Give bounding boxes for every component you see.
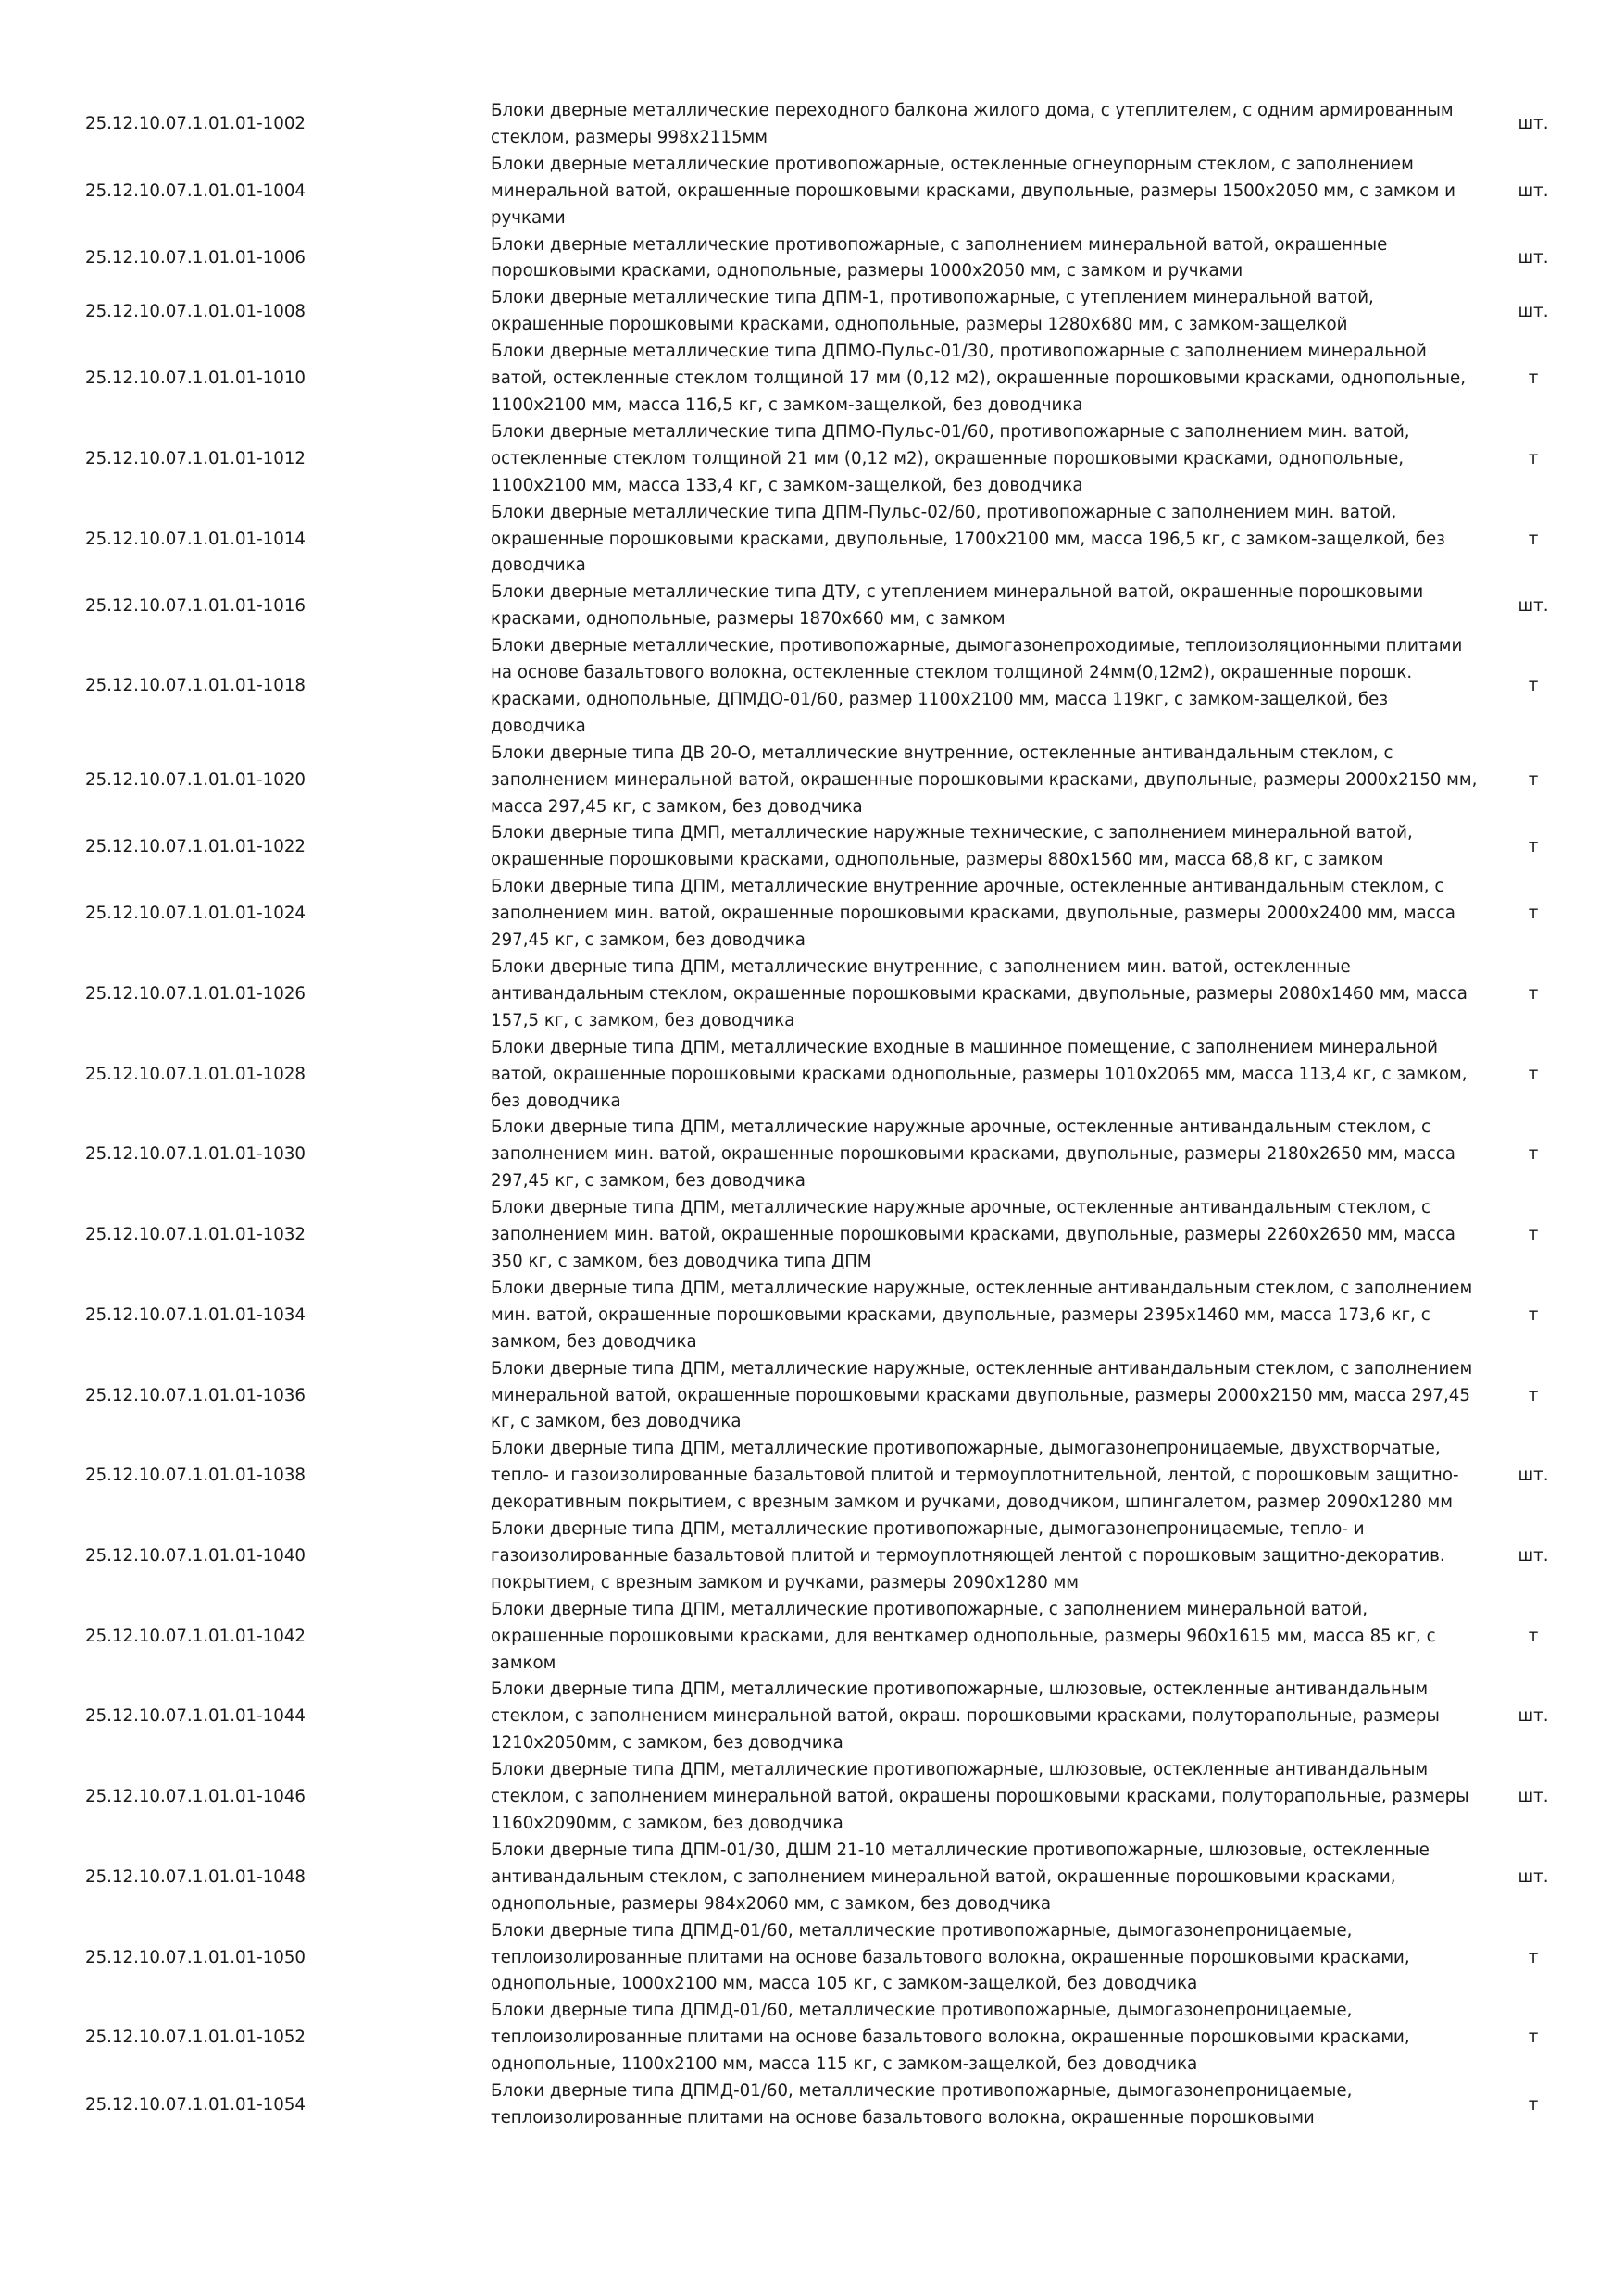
table-row [85,419,1583,500]
item-code: 25.12.10.07.1.01.01-1018 [85,676,306,696]
table-row [85,874,1583,955]
item-description: Блоки дверные типа ДПМ, металлические внутренние, с заполнением мин. ватой, остекленные антивандальным стеклом, окрашенные порошковыми красками, двупольные, размеры 2080х1460 мм, масса 157,5 кг, с замком, без доводчика [491,957,1468,1030]
item-code: 25.12.10.07.1.01.01-1046 [85,1787,306,1807]
item-unit: т [1528,1144,1539,1165]
table-row [85,98,1583,152]
item-unit: шт. [1518,301,1549,321]
item-description: Блоки дверные типа ДПМ-01/30, ДШМ 21-10 металлические противопожарные, шлюзовые, остекленные антивандальным стеклом, с заполнением минеральной ватой, окрашенные порошковыми красками, однопольные, размеры 984х2060 мм, с замком, без доводчика [491,1840,1430,1914]
table-row [85,633,1583,741]
table-row [85,339,1583,419]
table-row [85,2078,1583,2132]
item-description: Блоки дверные типа ДПМ, металлические противопожарные, дымогазонепроницаемые, двухстворчатые, тепло- и газоизолированные базальтовой плитой и термоуплотнительной, лентой, с порошковым защитно-декоративным покрытием, с врезным замком и ручками, доводчиком, шпингалетом, размер 2090х1280 мм [491,1439,1459,1513]
table-row [85,741,1583,821]
table-row [85,1276,1583,1356]
item-description: Блоки дверные типа ДПМ, металлические входные в машинное помещение, с заполнением минеральной ватой, окрашенные порошковыми красками однопольные, размеры 1010х2065 мм, масса 113,4 кг, с замком, без доводчика [491,1037,1468,1111]
item-code: 25.12.10.07.1.01.01-1040 [85,1545,306,1566]
item-code: 25.12.10.07.1.01.01-1044 [85,1706,306,1727]
item-unit: т [1528,529,1539,549]
item-unit: шт. [1518,1787,1549,1807]
item-code: 25.12.10.07.1.01.01-1036 [85,1385,306,1405]
item-code: 25.12.10.07.1.01.01-1032 [85,1225,306,1245]
item-unit: шт. [1518,1866,1549,1887]
item-unit: шт. [1518,181,1549,201]
item-code: 25.12.10.07.1.01.01-1050 [85,1947,306,1967]
item-unit: шт. [1518,247,1549,268]
item-description: Блоки дверные типа ДПМ, металлические противопожарные, дымогазонепроницаемые, тепло- и газоизолированные базальтовой плитой и термоуплотняющей лентой с порошковым защитно-декоратив. покрытием, с врезным замком и ручками, размеры 2090х1280 мм [491,1519,1445,1592]
item-unit: т [1528,1626,1539,1646]
table-row [85,1597,1583,1678]
item-description: Блоки дверные типа ДПМ, металлические противопожарные, с заполнением минеральной ватой, окрашенные порошковыми красками, для венткамер однопольные, размеры 960х1615 мм, масса 85 кг, с замком [491,1599,1436,1673]
table-row [85,1998,1583,2078]
item-description: Блоки дверные металлические переходного балкона жилого дома, с утеплителем, с одним армированным стеклом, размеры 998х2115мм [491,101,1454,147]
table-row [85,1356,1583,1437]
table-row [85,1195,1583,1276]
item-code: 25.12.10.07.1.01.01-1006 [85,247,306,268]
item-code: 25.12.10.07.1.01.01-1008 [85,301,306,321]
item-unit: т [1528,1947,1539,1967]
table-row [85,500,1583,580]
item-description: Блоки дверные типа ДПМ, металлические внутренние арочные, остекленные антивандальным стеклом, с заполнением мин. ватой, окрашенные порошковыми красками, двупольные, размеры 2000х2400 мм, масса 297,45 кг, с замком, без доводчика [491,877,1455,951]
item-description: Блоки дверные типа ДПМД-01/60, металлические противопожарные, дымогазонепроницаемые, теплоизолированные плитами на основе базальтового волокна, окрашенные порошковыми красками, однопольные, 1100х2100 мм, масса 115 кг, с замком-защелкой, без доводчика [491,2001,1410,2075]
item-unit: шт. [1518,1706,1549,1727]
item-code: 25.12.10.07.1.01.01-1034 [85,1304,306,1325]
item-unit: т [1528,2028,1539,2048]
item-unit: т [1528,983,1539,1004]
item-description: Блоки дверные металлические, противопожарные, дымогазонепроходимые, теплоизоляционными плитами на основе базальтового волокна, остекленные стеклом толщиной 24мм(0,12м2), окрашенные порошк. красками, однопольные, ДПМДО-01/60, размер 1100х2100 мм, масса 119кг, с замком-защелкой, без доводчика [491,636,1463,736]
item-description: Блоки дверные типа ДПМ, металлические наружные, остекленные антивандальным стеклом, с заполнением минеральной ватой, окрашенные порошковыми красками двупольные, размеры 2000х2150 мм, масса 297,45 кг, с замком, без доводчика [491,1358,1473,1432]
table-row [85,820,1583,874]
item-code: 25.12.10.07.1.01.01-1038 [85,1466,306,1486]
item-code: 25.12.10.07.1.01.01-1048 [85,1866,306,1887]
catalog-table [85,98,1583,2132]
item-description: Блоки дверные металлические типа ДПМО-Пульс-01/30, противопожарные с заполнением минеральной ватой, остекленные стеклом толщиной 17 мм (0,12 м2), окрашенные порошковыми красками, однопольные, 1100х2100 мм, масса 116,5 кг, с замком-защелкой, без доводчика [491,342,1467,415]
item-description: Блоки дверные типа ДПМ, металлические наружные, остекленные антивандальным стеклом, с заполнением мин. ватой, окрашенные порошковыми красками, двупольные, размеры 2395х1460 мм, масса 173,6 кг, с замком, без доводчика [491,1278,1473,1352]
item-description: Блоки дверные типа ДПМД-01/60, металлические противопожарные, дымогазонепроницаемые, теплоизолированные плитами на основе базальтового волокна, окрашенные порошковыми [491,2081,1353,2128]
item-description: Блоки дверные типа ДМП, металлические наружные технические, с заполнением минеральной ватой, окрашенные порошковыми красками, однопольные, размеры 880х1560 мм, масса 68,8 кг, с замком [491,823,1413,870]
item-code: 25.12.10.07.1.01.01-1004 [85,181,306,201]
table-row [85,1918,1583,1999]
item-unit: шт. [1518,1466,1549,1486]
item-code: 25.12.10.07.1.01.01-1042 [85,1626,306,1646]
table-row [85,580,1583,633]
item-code: 25.12.10.07.1.01.01-1020 [85,769,306,790]
item-unit: т [1528,1064,1539,1084]
item-unit: т [1528,836,1539,856]
item-code: 25.12.10.07.1.01.01-1022 [85,836,306,856]
item-code: 25.12.10.07.1.01.01-1012 [85,448,306,468]
catalog-table-body [85,98,1583,2132]
item-description: Блоки дверные металлические противопожарные, остекленные огнеупорным стеклом, с заполнением минеральной ватой, окрашенные порошковыми красками, двупольные, размеры 1500х2050 мм, с замком и ручками [491,154,1455,228]
item-unit: т [1528,904,1539,924]
item-unit: т [1528,448,1539,468]
item-code: 25.12.10.07.1.01.01-1054 [85,2094,306,2115]
table-row [85,1516,1583,1597]
item-unit: т [1528,368,1539,389]
table-row [85,1838,1583,1918]
table-row [85,1677,1583,1757]
item-description: Блоки дверные металлические типа ДПМ-1, противопожарные, с утеплением минеральной ватой, окрашенные порошковыми красками, однопольные, размеры 1280х680 мм, с замком-защелкой [491,288,1374,335]
item-unit: т [1528,1385,1539,1405]
item-unit: т [1528,769,1539,790]
item-code: 25.12.10.07.1.01.01-1052 [85,2028,306,2048]
item-unit: т [1528,676,1539,696]
item-unit: шт. [1518,1545,1549,1566]
item-description: Блоки дверные металлические типа ДПМО-Пульс-01/60, противопожарные с заполнением мин. ватой, остекленные стеклом толщиной 21 мм (0,12 м2), окрашенные порошковыми красками, однопольные, 1100х2100 мм, масса 133,4 кг, с замком-защелкой, без доводчика [491,421,1410,495]
item-unit: шт. [1518,114,1549,134]
table-row [85,1757,1583,1838]
item-unit: шт. [1518,595,1549,616]
item-code: 25.12.10.07.1.01.01-1010 [85,368,306,389]
table-row [85,285,1583,339]
table-row [85,955,1583,1035]
item-description: Блоки дверные металлические типа ДПМ-Пульс-02/60, противопожарные с заполнением мин. ватой, окрашенные порошковыми красками, двупольные, 1700х2100 мм, масса 196,5 кг, с замком-защелкой, без доводчика [491,502,1445,576]
item-unit: т [1528,1225,1539,1245]
item-unit: т [1528,1304,1539,1325]
table-row [85,232,1583,286]
item-code: 25.12.10.07.1.01.01-1002 [85,114,306,134]
item-code: 25.12.10.07.1.01.01-1016 [85,595,306,616]
item-unit: т [1528,2094,1539,2115]
item-description: Блоки дверные типа ДПМ, металлические наружные арочные, остекленные антивандальным стеклом, с заполнением мин. ватой, окрашенные порошковыми красками, двупольные, размеры 2180х2650 мм, масса 297,45 кг, с замком, без доводчика [491,1117,1455,1192]
table-row [85,1035,1583,1116]
item-code: 25.12.10.07.1.01.01-1014 [85,529,306,549]
item-description: Блоки дверные типа ДПМ, металлические наружные арочные, остекленные антивандальным стеклом, с заполнением мин. ватой, окрашенные порошковыми красками, двупольные, размеры 2260х2650 мм, масса 350 кг, с замком, без доводчика типа ДПМ [491,1198,1455,1271]
item-code: 25.12.10.07.1.01.01-1030 [85,1144,306,1165]
table-row [85,1436,1583,1516]
item-description: Блоки дверные металлические противопожарные, с заполнением минеральной ватой, окрашенные порошковыми красками, однопольные, размеры 1000х2050 мм, с замком и ручками [491,234,1388,281]
item-description: Блоки дверные типа ДПМ, металлические противопожарные, шлюзовые, остекленные антивандальным стеклом, с заполнением минеральной ватой, окраш. порошковыми красками, полуторапольные, размеры 1210х2050мм, с замком, без доводчика [491,1679,1440,1753]
item-description: Блоки дверные типа ДПМД-01/60, металлические противопожарные, дымогазонепроницаемые, теплоизолированные плитами на основе базальтового волокна, окрашенные порошковыми красками, однопольные, 1000х2100 мм, масса 105 кг, с замком-защелкой, без доводчика [491,1920,1410,1994]
item-code: 25.12.10.07.1.01.01-1024 [85,904,306,924]
item-description: Блоки дверные типа ДПМ, металлические противопожарные, шлюзовые, остекленные антивандальным стеклом, с заполнением минеральной ватой, окрашены порошковыми красками, полуторапольные, размеры 1160х2090мм, с замком, без доводчика [491,1760,1469,1833]
item-code: 25.12.10.07.1.01.01-1026 [85,983,306,1004]
item-code: 25.12.10.07.1.01.01-1028 [85,1064,306,1084]
table-row [85,1115,1583,1195]
item-description: Блоки дверные типа ДВ 20-О, металлические внутренние, остекленные антивандальным стеклом, с заполнением минеральной ватой, окрашенные порошковыми красками, двупольные, размеры 2000х2150 мм, масса 297,45 кг, с замком, без доводчика [491,742,1478,817]
table-row [85,152,1583,232]
item-description: Блоки дверные металлические типа ДТУ, с утеплением минеральной ватой, окрашенные порошковыми красками, однопольные, размеры 1870х660 мм, с замком [491,582,1424,630]
